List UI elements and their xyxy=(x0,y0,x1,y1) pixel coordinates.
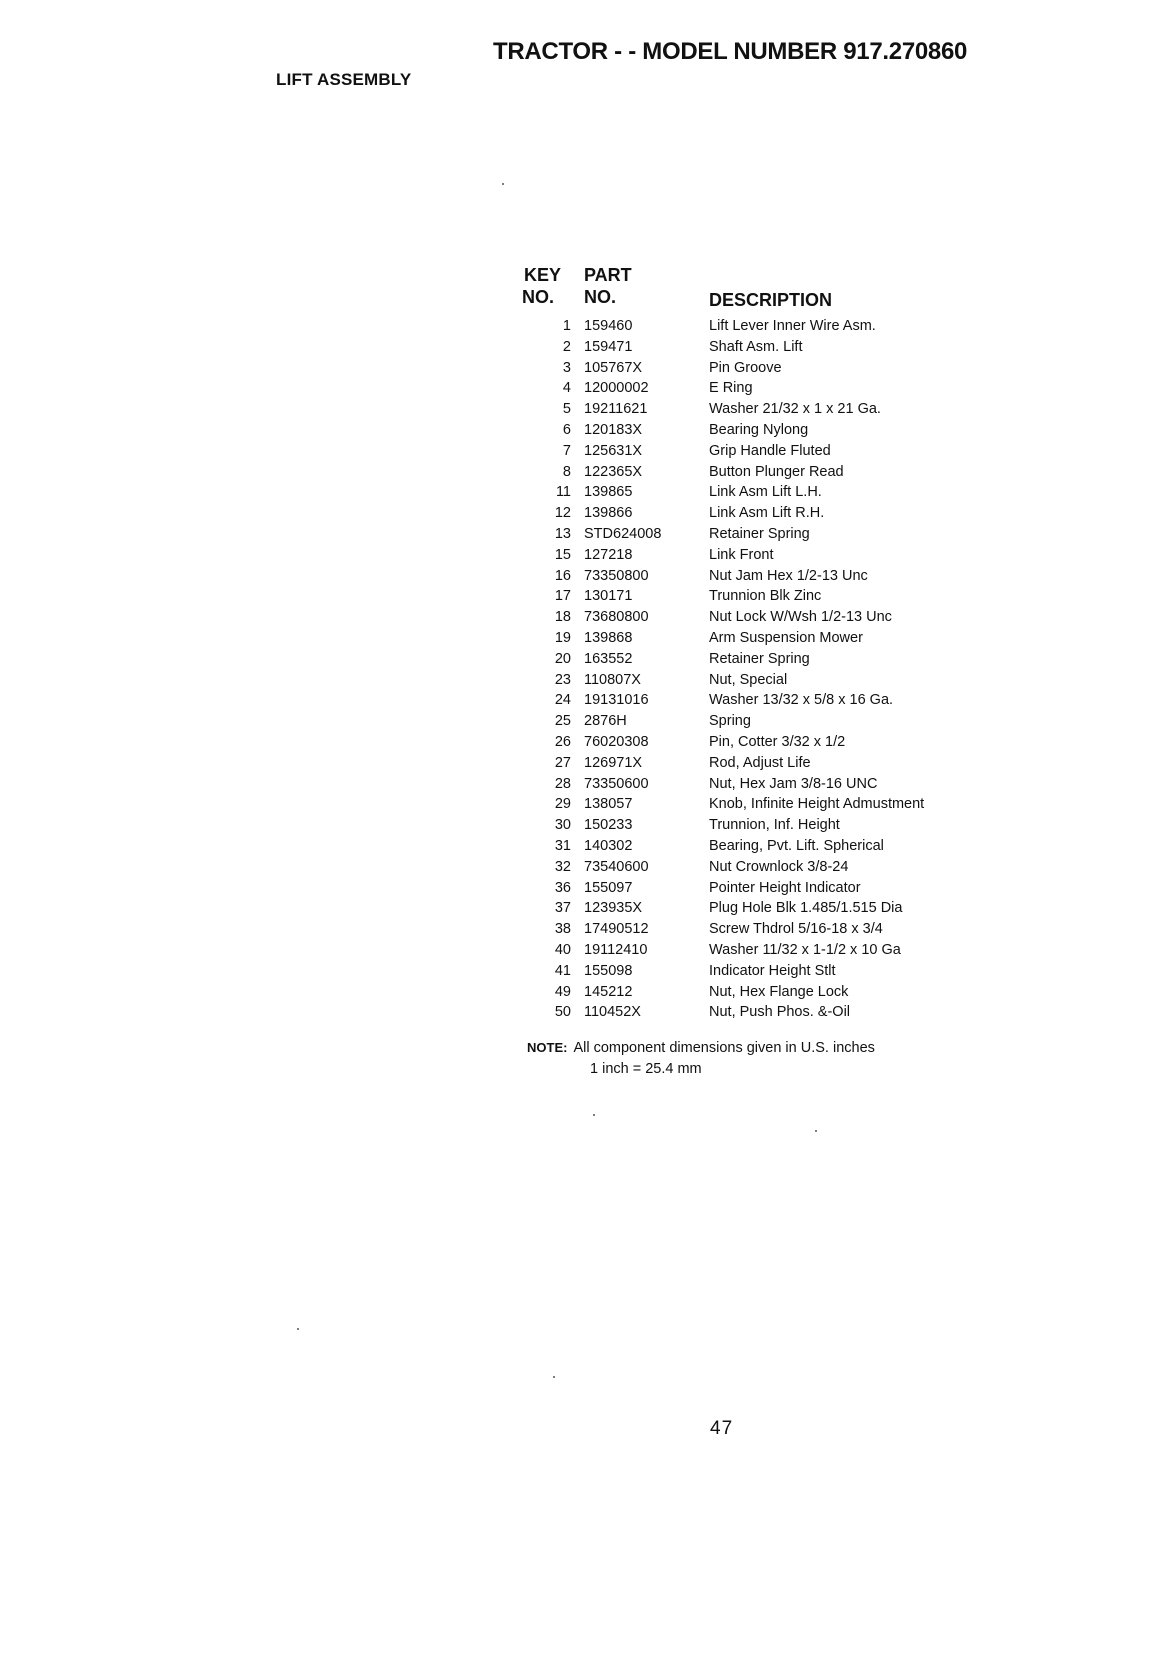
scan-speck xyxy=(297,1328,299,1330)
table-row xyxy=(520,380,960,401)
note xyxy=(527,1040,875,1056)
key-number: 19 xyxy=(554,629,571,646)
column-header-key-bottom: NO. xyxy=(522,287,555,307)
table-row xyxy=(520,672,960,693)
column-header-key-top: KEY xyxy=(524,265,562,285)
table-row xyxy=(520,505,960,526)
part-description: Pin Groove xyxy=(709,359,782,376)
key-number: 3 xyxy=(562,359,571,376)
part-description: Arm Suspension Mower xyxy=(709,629,863,646)
part-description: Nut, Hex Jam 3/8-16 UNC xyxy=(709,775,878,792)
document-title: TRACTOR - - MODEL NUMBER 917.270860 xyxy=(493,38,968,65)
part-number: 73680800 xyxy=(584,609,649,626)
part-description: Screw Thdrol 5/16-18 x 3/4 xyxy=(709,921,883,938)
table-row xyxy=(520,443,960,464)
part-description: Plug Hole Blk 1.485/1.515 Dia xyxy=(709,900,903,917)
key-number: 38 xyxy=(554,921,571,938)
table-row xyxy=(520,880,960,901)
part-number: 17490512 xyxy=(584,921,649,938)
part-description: Bearing Nylong xyxy=(709,421,809,438)
table-row xyxy=(520,422,960,443)
part-number: STD624008 xyxy=(584,525,662,542)
table-row xyxy=(520,360,960,381)
part-number: 140302 xyxy=(584,837,633,854)
part-description: Link Asm Lift R.H. xyxy=(709,505,825,522)
part-description: Grip Handle Fluted xyxy=(709,442,831,459)
part-description: Retainer Spring xyxy=(709,525,810,542)
table-row xyxy=(520,547,960,568)
key-number: 29 xyxy=(554,796,571,813)
part-description: Trunnion Blk Zinc xyxy=(709,588,822,605)
table-row xyxy=(520,942,960,963)
key-number: 37 xyxy=(554,900,571,917)
part-description: Washer 21/32 x 1 x 21 Ga. xyxy=(709,401,881,418)
part-description: Nut Lock W/Wsh 1/2-13 Unc xyxy=(709,609,892,626)
table-row xyxy=(520,609,960,630)
part-description: Button Plunger Read xyxy=(709,463,844,480)
table-row xyxy=(520,921,960,942)
part-number: 139865 xyxy=(584,484,633,501)
key-number: 7 xyxy=(562,442,571,459)
key-number: 1 xyxy=(562,318,571,334)
key-number: 15 xyxy=(554,546,571,563)
part-description: Nut Jam Hex 1/2-13 Unc xyxy=(709,567,868,584)
key-number: 36 xyxy=(554,879,571,896)
part-number: 125631X xyxy=(584,442,643,459)
part-number: 105767X xyxy=(584,359,643,376)
table-row xyxy=(520,339,960,360)
part-description: Nut, Push Phos. &-Oil xyxy=(709,1004,851,1021)
part-number: 110452X xyxy=(584,1004,641,1021)
part-number: 73350600 xyxy=(584,775,649,792)
part-description: E Ring xyxy=(709,380,753,397)
part-number: 155098 xyxy=(584,962,633,979)
table-row xyxy=(520,713,960,734)
column-header-part-top: PART xyxy=(584,265,632,285)
part-number: 150233 xyxy=(584,817,633,834)
part-number: 73540600 xyxy=(584,858,649,875)
part-number: 145212 xyxy=(584,983,633,1000)
part-description: Trunnion, Inf. Height xyxy=(709,817,840,834)
part-description: Nut Crownlock 3/8-24 xyxy=(709,858,849,875)
table-row xyxy=(520,838,960,859)
parts-table xyxy=(520,318,960,1025)
table-row xyxy=(520,692,960,713)
part-number: 159471 xyxy=(584,338,633,355)
key-number: 50 xyxy=(554,1004,571,1021)
key-number: 20 xyxy=(554,650,571,667)
part-number: 12000002 xyxy=(584,380,649,397)
key-number: 24 xyxy=(554,692,571,709)
part-number: 110807X xyxy=(584,671,641,688)
part-number: 19211621 xyxy=(584,401,648,418)
key-number: 49 xyxy=(554,983,571,1000)
scan-speck xyxy=(593,1114,595,1116)
key-number: 16 xyxy=(554,567,571,584)
table-row xyxy=(520,984,960,1005)
key-number: 32 xyxy=(554,858,571,875)
key-number: 11 xyxy=(555,484,571,501)
part-number: 139868 xyxy=(584,629,633,646)
part-number: 130171 xyxy=(584,588,633,605)
table-row xyxy=(520,776,960,797)
part-number: 126971X xyxy=(584,754,643,771)
key-number: 8 xyxy=(562,463,571,480)
table-row xyxy=(520,963,960,984)
part-description: Nut, Hex Flange Lock xyxy=(709,983,849,1000)
key-number: 17 xyxy=(554,588,571,605)
part-description: Pointer Height Indicator xyxy=(709,879,861,896)
part-description: Link Asm Lift L.H. xyxy=(709,484,822,501)
table-row xyxy=(520,755,960,776)
part-number: 19131016 xyxy=(584,692,649,709)
page-number: 47 xyxy=(710,1418,734,1439)
table-row xyxy=(520,817,960,838)
part-number: 139866 xyxy=(584,505,633,522)
part-number: 19112410 xyxy=(584,941,648,958)
table-row xyxy=(520,588,960,609)
table-row xyxy=(520,796,960,817)
table-row xyxy=(520,1004,960,1025)
part-description: Nut, Special xyxy=(709,671,788,688)
part-description: Indicator Height Stlt xyxy=(709,962,836,979)
key-number: 40 xyxy=(554,941,571,958)
part-description: Shaft Asm. Lift xyxy=(709,338,803,355)
table-row xyxy=(520,484,960,505)
part-number: 127218 xyxy=(584,546,633,563)
key-number: 13 xyxy=(554,525,571,542)
key-number: 27 xyxy=(554,754,571,771)
part-number: 122365X xyxy=(584,463,643,480)
part-description: Knob, Infinite Height Admustment xyxy=(709,796,925,813)
key-number: 2 xyxy=(562,338,571,355)
part-number: 159460 xyxy=(584,318,633,334)
key-number: 18 xyxy=(554,609,571,626)
part-number: 2876H xyxy=(584,713,627,730)
key-number: 26 xyxy=(554,733,571,750)
part-number: 155097 xyxy=(584,879,633,896)
part-description: Lift Lever Inner Wire Asm. xyxy=(709,318,876,334)
key-number: 4 xyxy=(562,380,571,397)
table-row xyxy=(520,568,960,589)
key-number: 31 xyxy=(554,837,571,854)
table-row xyxy=(520,859,960,880)
part-number: 76020308 xyxy=(584,733,649,750)
part-number: 138057 xyxy=(584,796,633,813)
table-row xyxy=(520,526,960,547)
table-row xyxy=(520,900,960,921)
part-number: 120183X xyxy=(584,421,643,438)
key-number: 25 xyxy=(554,713,571,730)
part-description: Spring xyxy=(709,713,751,730)
note-text: All component dimensions given in U.S. inches xyxy=(573,1040,875,1056)
key-number: 5 xyxy=(562,401,571,418)
part-description: Retainer Spring xyxy=(709,650,810,667)
scan-speck xyxy=(815,1130,817,1132)
part-number: 163552 xyxy=(584,650,633,667)
table-row xyxy=(520,734,960,755)
part-description: Washer 11/32 x 1-1/2 x 10 Ga xyxy=(709,941,901,958)
part-description: Washer 13/32 x 5/8 x 16 Ga. xyxy=(709,692,894,709)
column-header-description: DESCRIPTION xyxy=(709,290,833,310)
section-title: LIFT ASSEMBLY xyxy=(276,70,412,89)
part-description: Link Front xyxy=(709,546,774,563)
key-number: 23 xyxy=(554,671,571,688)
key-number: 30 xyxy=(554,817,571,834)
table-row xyxy=(520,630,960,651)
key-number: 41 xyxy=(554,962,571,979)
part-description: Rod, Adjust Life xyxy=(709,754,811,771)
key-number: 12 xyxy=(554,505,571,522)
column-header-part-bottom: NO. xyxy=(584,287,617,307)
key-number: 6 xyxy=(562,421,571,438)
key-number: 28 xyxy=(554,775,571,792)
table-row xyxy=(520,318,960,339)
table-row xyxy=(520,464,960,485)
part-number: 123935X xyxy=(584,900,643,917)
scan-speck xyxy=(502,183,504,185)
note-conversion: 1 inch = 25.4 mm xyxy=(590,1061,702,1077)
part-description: Bearing, Pvt. Lift. Spherical xyxy=(709,837,884,854)
part-number: 73350800 xyxy=(584,567,649,584)
table-row xyxy=(520,651,960,672)
note-label: NOTE: xyxy=(527,1040,568,1055)
part-description: Pin, Cotter 3/32 x 1/2 xyxy=(709,733,846,750)
table-row xyxy=(520,401,960,422)
scan-speck xyxy=(553,1376,555,1378)
